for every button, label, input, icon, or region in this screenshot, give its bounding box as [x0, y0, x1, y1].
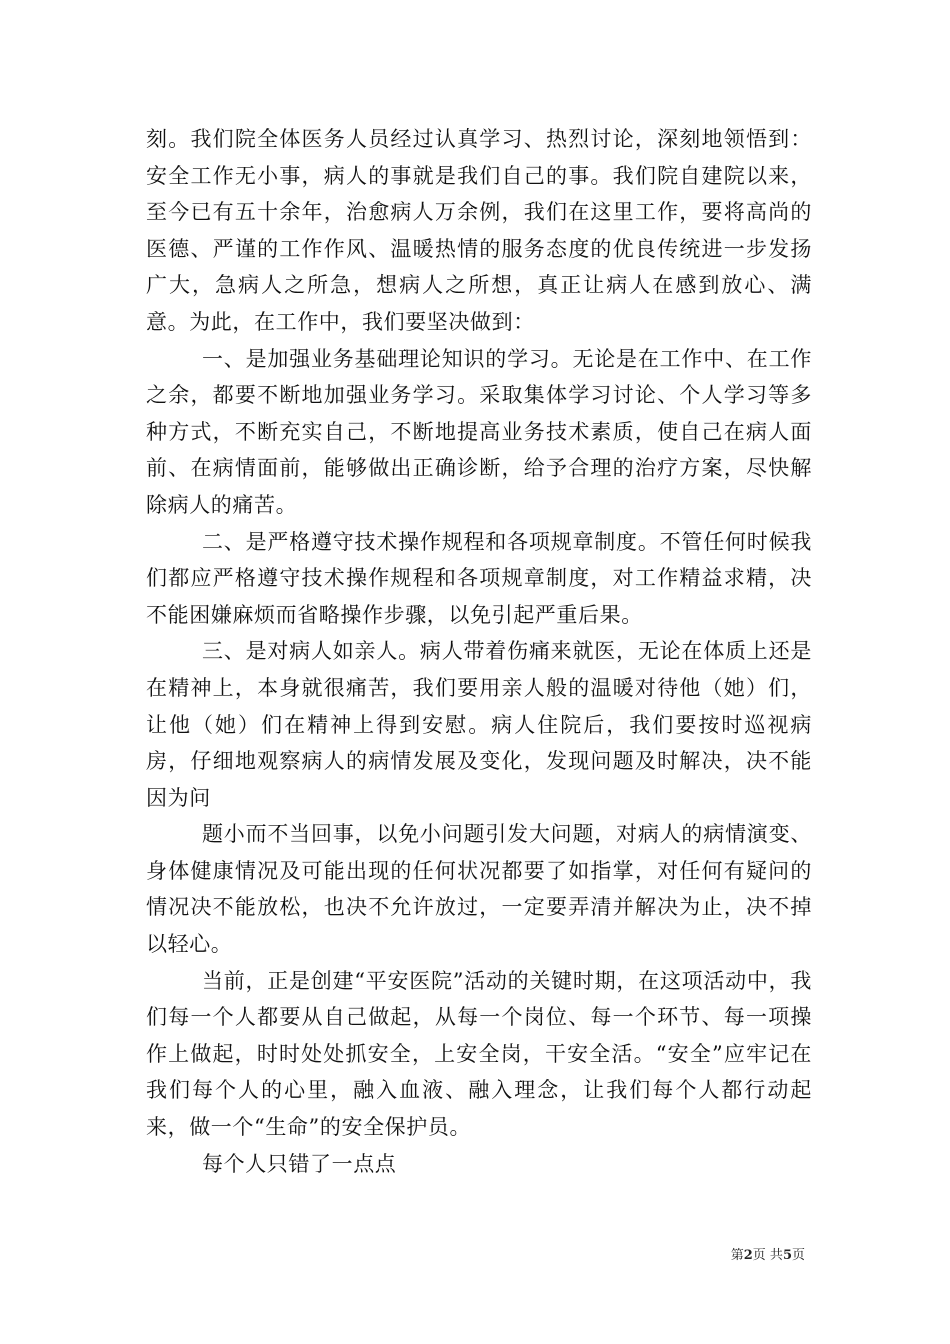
footer-prefix: 第 — [730, 1248, 744, 1263]
paragraph-continuation: 刻。我们院全体医务人员经过认真学习、热烈讨论，深刻地领悟到：安全工作无小事，病人的事就是我们自己的事。我们院自建院以来，至今已有五十余年，治愈病人万余例，我们在这里工作，要将高尚的医德、严谨的工作作风、温暖热情的服务态度的优良传统进一步发扬广大，急病人之所急，想病人之所想，真正让病人在感到放心、满意。为此，在工作中，我们要坚决做到： — [146, 127, 812, 334]
document-body — [146, 121, 812, 1182]
footer-middle: 页 共 — [752, 1248, 783, 1263]
paragraph-point-one: 一、是加强业务基础理论知识的学习。无论是在工作中、在工作之余，都要不断地加强业务学习。采取集体学习讨论、个人学习等多种方式，不断充实自己，不断地提高业务技术素质，使自己在病人面前、在病情面前，能够做出正确诊断，给予合理的治疗方案，尽快解除病人的痛苦。 — [146, 346, 812, 517]
paragraph-heading-next: 每个人只错了一点点 — [202, 1151, 397, 1176]
footer-current-page: 2 — [743, 1248, 753, 1263]
paragraph-safe-hospital: 当前，正是创建“平安医院”活动的关键时期，在这项活动中，我们每一个人都要从自己做起，从每一个岗位、每一个环节、每一项操作上做起，时时处处抓安全，上安全岗，干安全活。“安全”应牢记在我们每个人的心里，融入血液、融入理念，让我们每个人都行动起来，做一个“生命”的安全保护员。 — [146, 968, 812, 1140]
footer-total-pages: 5 — [782, 1248, 792, 1263]
paragraph-point-three-continued: 题小而不当回事，以免小问题引发大问题，对病人的病情演变、身体健康情况及可能出现的任何状况都要了如指掌，对任何有疑问的情况决不能放松，也决不允许放过，一定要弄清并解决为止，决不掉以轻心。 — [146, 822, 812, 957]
page-footer — [731, 1248, 805, 1264]
paragraph-point-three: 三、是对病人如亲人。病人带着伤痛来就医，无论在体质上还是在精神上，本身就很痛苦，我们要用亲人般的温暖对待他（她）们，让他（她）们在精神上得到安慰。病人住院后，我们要按时巡视病房，仔细地观察病人的病情发展及变化，发现问题及时解决，决不能因为问 — [146, 639, 812, 810]
footer-suffix: 页 — [791, 1248, 805, 1263]
paragraph-point-two: 二、是严格遵守技术操作规程和各项规章制度。不管任何时候我们都应严格遵守技术操作规程和各项规章制度，对工作精益求精，决不能困嫌麻烦而省略操作步骤，以免引起严重后果。 — [146, 529, 812, 627]
